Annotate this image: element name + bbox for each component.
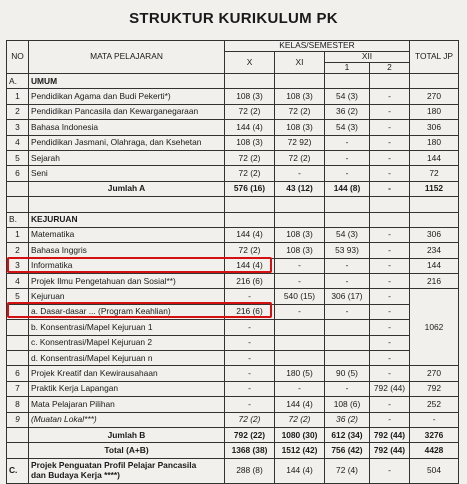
row-xi: - (275, 258, 325, 273)
row-x: 72 (2) (225, 150, 275, 165)
section-c-xi: 144 (4) (275, 458, 325, 483)
row-x: 108 (3) (225, 135, 275, 150)
table-row (7, 135, 459, 150)
total-ab-xii-1: 756 (42) (325, 443, 370, 458)
row-xii-2: - (370, 289, 410, 304)
row-xi: 72 (2) (275, 150, 325, 165)
row-xi: 72 (2) (275, 104, 325, 119)
table-row (7, 304, 459, 319)
row-xii-1: - (325, 135, 370, 150)
row-x: 72 (2) (225, 243, 275, 258)
section-c-x: 288 (8) (225, 458, 275, 483)
row-subject: Matematika (29, 227, 225, 242)
row-xii-2: - (370, 304, 410, 319)
row-xii-1: - (325, 150, 370, 165)
row-x: 216 (6) (225, 274, 275, 289)
section-a-label: UMUM (29, 74, 225, 89)
row-x: 108 (3) (225, 89, 275, 104)
row-subject: a. Dasar-dasar ... (Program Keahlian) (29, 304, 225, 319)
row-xii-1 (325, 320, 370, 335)
row-total: 216 (410, 274, 459, 289)
row-x: - (225, 320, 275, 335)
row-total: 72 (410, 166, 459, 181)
section-c-xii-2: - (370, 458, 410, 483)
row-x: 72 (2) (225, 412, 275, 427)
section-c-no: C. (7, 458, 29, 483)
row-subject: Sejarah (29, 150, 225, 165)
row-no: 2 (7, 104, 29, 119)
row-x: - (225, 366, 275, 381)
row-xi (275, 320, 325, 335)
header-kelas-semester: KELAS/SEMESTER (225, 41, 410, 52)
row-xii-2: - (370, 351, 410, 366)
row-xii-2: - (370, 412, 410, 427)
row-subject: d. Konsentrasi/Mapel Kejuruan n (29, 351, 225, 366)
kejuruan-total: 1062 (410, 289, 459, 366)
row-xi: 108 (3) (275, 243, 325, 258)
table-row (7, 274, 459, 289)
row-xi (275, 335, 325, 350)
row-x: 144 (4) (225, 258, 275, 273)
section-b-no: B. (7, 212, 29, 227)
section-b-header (7, 212, 459, 227)
table-row (7, 397, 459, 412)
jumlah-a-x: 576 (16) (225, 181, 275, 196)
row-total: 270 (410, 89, 459, 104)
row-x: 72 (2) (225, 104, 275, 119)
row-no: 5 (7, 289, 29, 304)
row-no: 6 (7, 366, 29, 381)
row-xii-2: - (370, 135, 410, 150)
table-row (7, 351, 459, 366)
table-row (7, 381, 459, 396)
row-total: - (410, 412, 459, 427)
section-c-label-line-1: Projek Penguatan Profil Pelajar Pancasila (31, 460, 197, 471)
row-xii-1: 54 (3) (325, 89, 370, 104)
row-xii-2: - (370, 258, 410, 273)
row-total: 270 (410, 366, 459, 381)
row-xi (275, 351, 325, 366)
table-row (7, 150, 459, 165)
total-ab-total: 4428 (410, 443, 459, 458)
row-xii-2: - (370, 227, 410, 242)
jumlah-b-xi: 1080 (30) (275, 427, 325, 442)
row-xii-1 (325, 351, 370, 366)
row-x: - (225, 351, 275, 366)
row-xii-1 (325, 335, 370, 350)
row-xii-1: - (325, 381, 370, 396)
row-xi: - (275, 381, 325, 396)
row-total: 180 (410, 104, 459, 119)
table-row (7, 412, 459, 427)
row-subject: Projek Ilmu Pengetahuan dan Sosial**) (29, 274, 225, 289)
section-b-label: KEJURUAN (29, 212, 225, 227)
header-xi: XI (275, 52, 325, 74)
row-xii-2: - (370, 150, 410, 165)
row-xi: 108 (3) (275, 120, 325, 135)
section-a-no: A. (7, 74, 29, 89)
row-subject: Bahasa Inggris (29, 243, 225, 258)
row-subject: Bahasa Indonesia (29, 120, 225, 135)
row-subject: c. Konsentrasi/Mapel Kejuruan 2 (29, 335, 225, 350)
row-xii-2: - (370, 335, 410, 350)
row-xii-1: 90 (5) (325, 366, 370, 381)
section-c-total: 504 (410, 458, 459, 483)
row-xii-1: 36 (2) (325, 104, 370, 119)
table-row (7, 320, 459, 335)
row-xii-2: - (370, 104, 410, 119)
jumlah-a-label: Jumlah A (29, 181, 225, 196)
row-subject: Pendidikan Jasmani, Olahraga, dan Ksehetan (29, 135, 225, 150)
row-xii-2: - (370, 397, 410, 412)
table-row (7, 227, 459, 242)
row-total: 306 (410, 227, 459, 242)
table-row (7, 104, 459, 119)
section-c-label (29, 458, 225, 483)
row-subject: Informatika (29, 258, 225, 273)
row-subject: Seni (29, 166, 225, 181)
row-xii-1: - (325, 166, 370, 181)
total-ab-x: 1368 (38) (225, 443, 275, 458)
row-xii-1: 54 (3) (325, 120, 370, 135)
row-x: - (225, 381, 275, 396)
row-xi: - (275, 274, 325, 289)
row-xii-2: - (370, 89, 410, 104)
row-no: 7 (7, 381, 29, 396)
row-xi: 72 (2) (275, 412, 325, 427)
row-subject: Mata Pelajaran Pilihan (29, 397, 225, 412)
jumlah-b-xii-1: 612 (34) (325, 427, 370, 442)
row-xi: - (275, 304, 325, 319)
row-subject: Projek Kreatif dan Kewirausahaan (29, 366, 225, 381)
header-no: NO (7, 41, 29, 74)
curriculum-table (6, 40, 459, 484)
row-xi: 72 92) (275, 135, 325, 150)
row-x: - (225, 397, 275, 412)
row-xi: 108 (3) (275, 89, 325, 104)
row-no: 4 (7, 274, 29, 289)
row-xi: - (275, 166, 325, 181)
row-subject: Praktik Kerja Lapangan (29, 381, 225, 396)
row-subject: Pendidikan Agama dan Budi Pekerti*) (29, 89, 225, 104)
row-total: 144 (410, 258, 459, 273)
row-xii-1: - (325, 274, 370, 289)
header-semester-1: 1 (325, 63, 370, 74)
row-no: 9 (7, 412, 29, 427)
row-xii-2: - (370, 320, 410, 335)
header-mata-pelajaran: MATA PELAJARAN (29, 41, 225, 74)
row-total: 306 (410, 120, 459, 135)
row-xii-1: 54 (3) (325, 227, 370, 242)
row-xii-1: - (325, 258, 370, 273)
row-xi: 108 (3) (275, 227, 325, 242)
jumlah-b-row (7, 427, 459, 442)
jumlah-b-label: Jumlah B (29, 427, 225, 442)
jumlah-b-total: 3276 (410, 427, 459, 442)
row-no: 2 (7, 243, 29, 258)
row-xii-1: 108 (6) (325, 397, 370, 412)
header-semester-2: 2 (370, 63, 410, 74)
row-total: 180 (410, 135, 459, 150)
jumlah-a-row (7, 181, 459, 196)
total-ab-label: Total (A+B) (29, 443, 225, 458)
section-c-row (7, 458, 459, 483)
table-row (7, 89, 459, 104)
jumlah-b-xii-2: 792 (44) (370, 427, 410, 442)
row-xii-2: - (370, 243, 410, 258)
row-no: 8 (7, 397, 29, 412)
row-no: 1 (7, 89, 29, 104)
total-ab-xii-2: 792 (44) (370, 443, 410, 458)
row-subject: b. Konsentrasi/Mapel Kejuruan 1 (29, 320, 225, 335)
table-row (7, 120, 459, 135)
row-xii-2: - (370, 274, 410, 289)
row-x: - (225, 289, 275, 304)
section-c-label-line-2: dan Budaya Kerja ****) (31, 469, 120, 480)
row-x: 144 (4) (225, 120, 275, 135)
page-title: STRUKTUR KURIKULUM PK (129, 10, 338, 27)
row-subject: Kejuruan (29, 289, 225, 304)
jumlah-a-xii-2: - (370, 181, 410, 196)
row-subject: Pendidikan Pancasila dan Kewarganegaraan (29, 104, 225, 119)
row-xi: 144 (4) (275, 397, 325, 412)
row-total: 792 (410, 381, 459, 396)
row-xii-2: - (370, 166, 410, 181)
jumlah-b-x: 792 (22) (225, 427, 275, 442)
jumlah-a-xi: 43 (12) (275, 181, 325, 196)
row-subject: (Muatan Lokal***) (29, 412, 225, 427)
section-c-xii-1: 72 (4) (325, 458, 370, 483)
jumlah-a-total: 1152 (410, 181, 459, 196)
row-x: - (225, 335, 275, 350)
row-xii-2: 792 (44) (370, 381, 410, 396)
row-total: 252 (410, 397, 459, 412)
row-x: 144 (4) (225, 227, 275, 242)
row-xii-1: - (325, 304, 370, 319)
row-xii-1: 36 (2) (325, 412, 370, 427)
table-row (7, 243, 459, 258)
total-ab-xi: 1512 (42) (275, 443, 325, 458)
table-row (7, 166, 459, 181)
row-no: 3 (7, 258, 29, 273)
row-no: 1 (7, 227, 29, 242)
row-no: 5 (7, 150, 29, 165)
header-xii: XII (325, 52, 410, 63)
section-a-header (7, 74, 459, 89)
total-ab-row (7, 443, 459, 458)
row-total: 144 (410, 150, 459, 165)
row-x: 72 (2) (225, 166, 275, 181)
row-no: 4 (7, 135, 29, 150)
row-xii-1: 306 (17) (325, 289, 370, 304)
table-row (7, 289, 459, 304)
row-no: 3 (7, 120, 29, 135)
row-xii-1: 53 93) (325, 243, 370, 258)
row-xi: 180 (5) (275, 366, 325, 381)
jumlah-a-xii-1: 144 (8) (325, 181, 370, 196)
header-x: X (225, 52, 275, 74)
row-total: 234 (410, 243, 459, 258)
table-row (7, 366, 459, 381)
row-xi: 540 (15) (275, 289, 325, 304)
row-x: 216 (6) (225, 304, 275, 319)
row-xii-2: - (370, 366, 410, 381)
table-row (7, 258, 459, 273)
row-xii-2: - (370, 120, 410, 135)
header-total-jp: TOTAL JP (410, 41, 459, 74)
table-row (7, 335, 459, 350)
row-no: 6 (7, 166, 29, 181)
